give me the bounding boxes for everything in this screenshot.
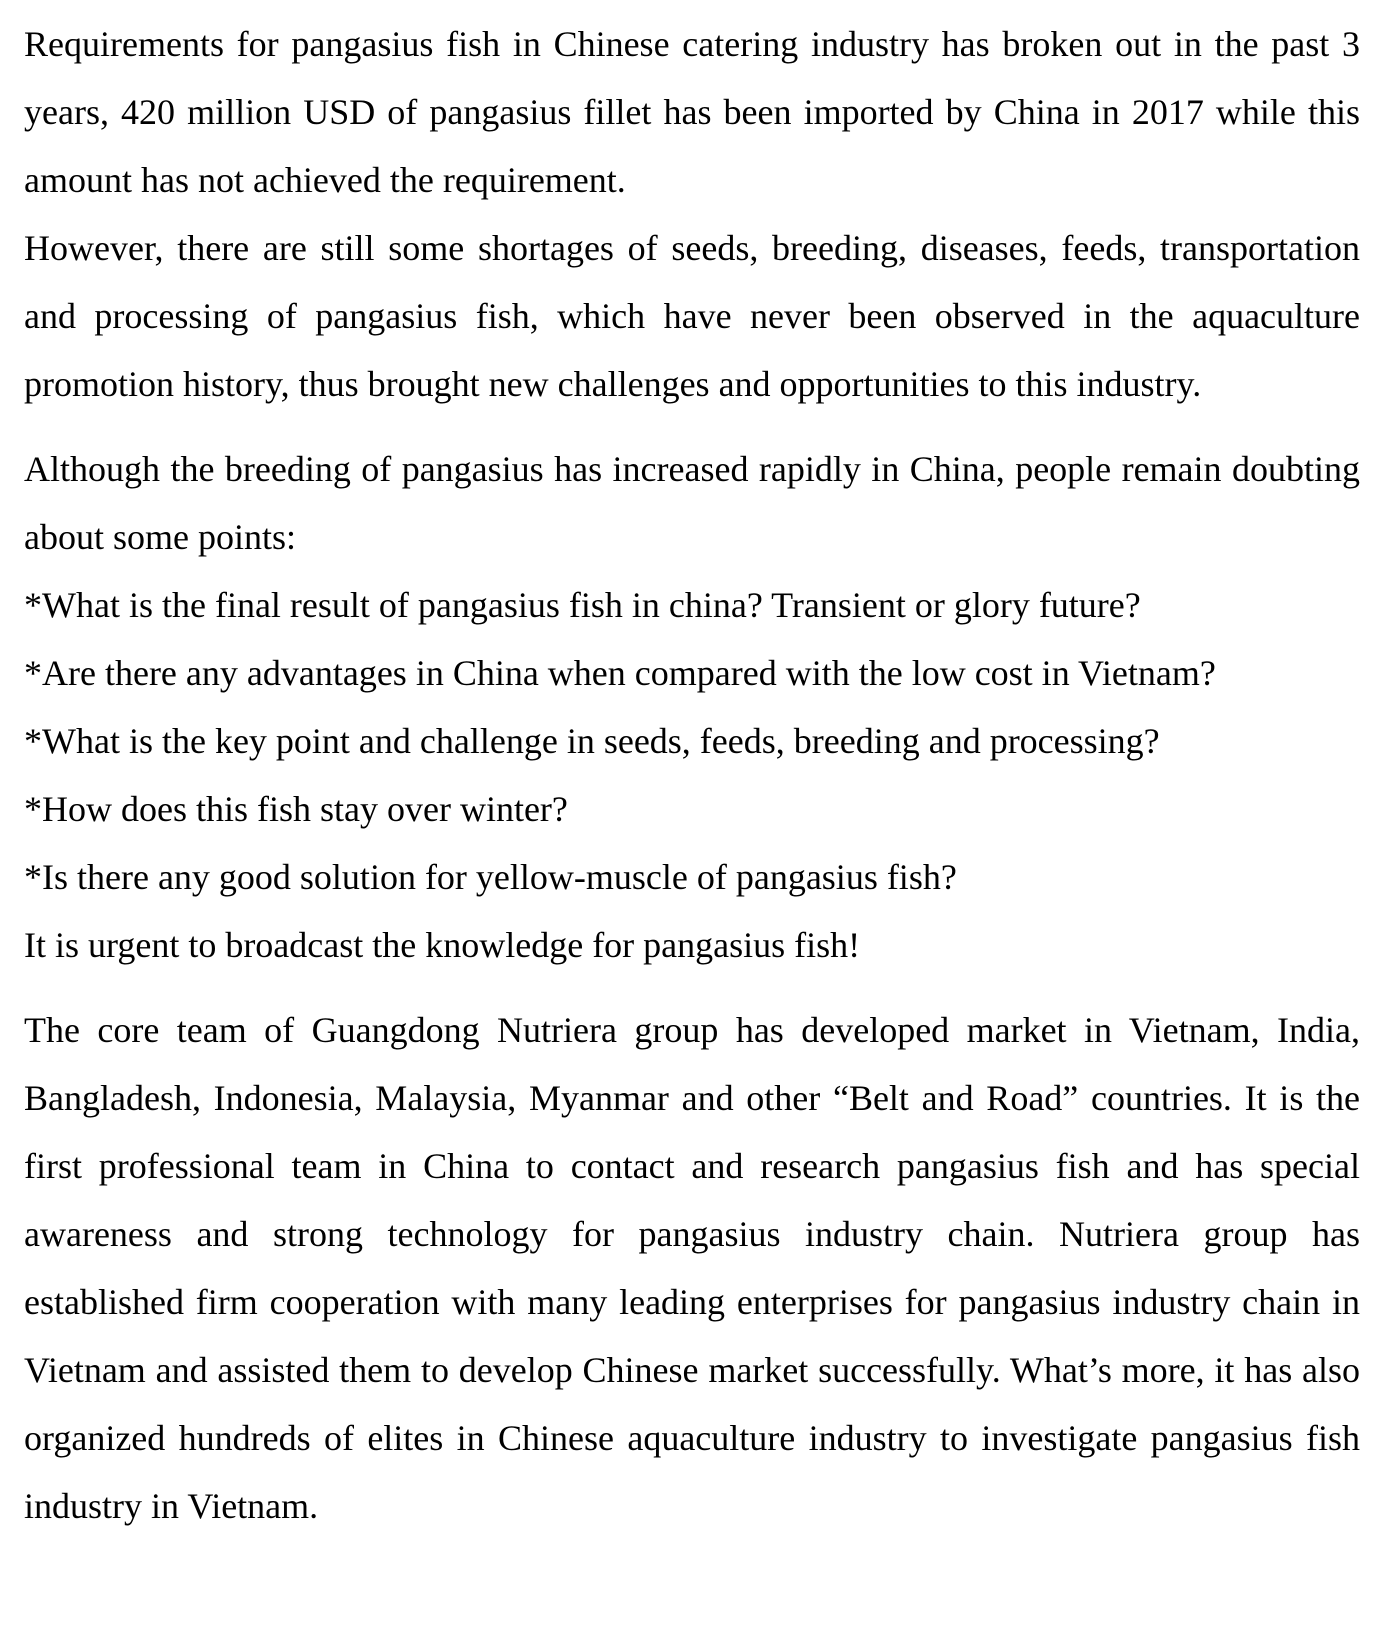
closing-line: It is urgent to broadcast the knowledge for pangasius fish!: [24, 925, 861, 965]
question-item: *How does this fish stay over winter?: [24, 789, 568, 829]
paragraph-shortages: However, there are still some shortages of seeds, breeding, diseases, feeds, transportation and processing of pangasius fish, which have never been observed in the aquaculture promotion history, thus brought new challenges and opportunities to this industry.: [24, 228, 1360, 404]
question-item: *What is the key point and challenge in seeds, feeds, breeding and processing?: [24, 721, 1160, 761]
paragraph-core-team: The core team of Guangdong Nutriera group has developed market in Vietnam, India, Bangladesh, Indonesia, Malaysia, Myanmar and other “Belt and Road” countries. It is the first professional team in China to contact and research pangasius fish and has special awareness and strong technology for pangasius industry chain. Nutriera group has established firm cooperation with many leading enterprises for pangasius industry chain in Vietnam and assisted them to develop Chinese market successfully. What’s more, it has also organized hundreds of elites in Chinese aquaculture industry to investigate pangasius fish industry in Vietnam.: [24, 1010, 1360, 1526]
paragraph-import-demand: Requirements for pangasius fish in Chinese catering industry has broken out in the past 3 years, 420 million USD of pangasius fillet has been imported by China in 2017 while this amount has not achieved the requirement.: [24, 24, 1360, 200]
document-body: [24, 10, 1360, 1540]
question-item: *Is there any good solution for yellow-muscle of pangasius fish?: [24, 857, 957, 897]
paragraph-doubts-intro: Although the breeding of pangasius has increased rapidly in China, people remain doubting about some points:: [24, 449, 1360, 557]
question-item: *Are there any advantages in China when compared with the low cost in Vietnam?: [24, 653, 1216, 693]
question-item: *What is the final result of pangasius fish in china? Transient or glory future?: [24, 585, 1141, 625]
